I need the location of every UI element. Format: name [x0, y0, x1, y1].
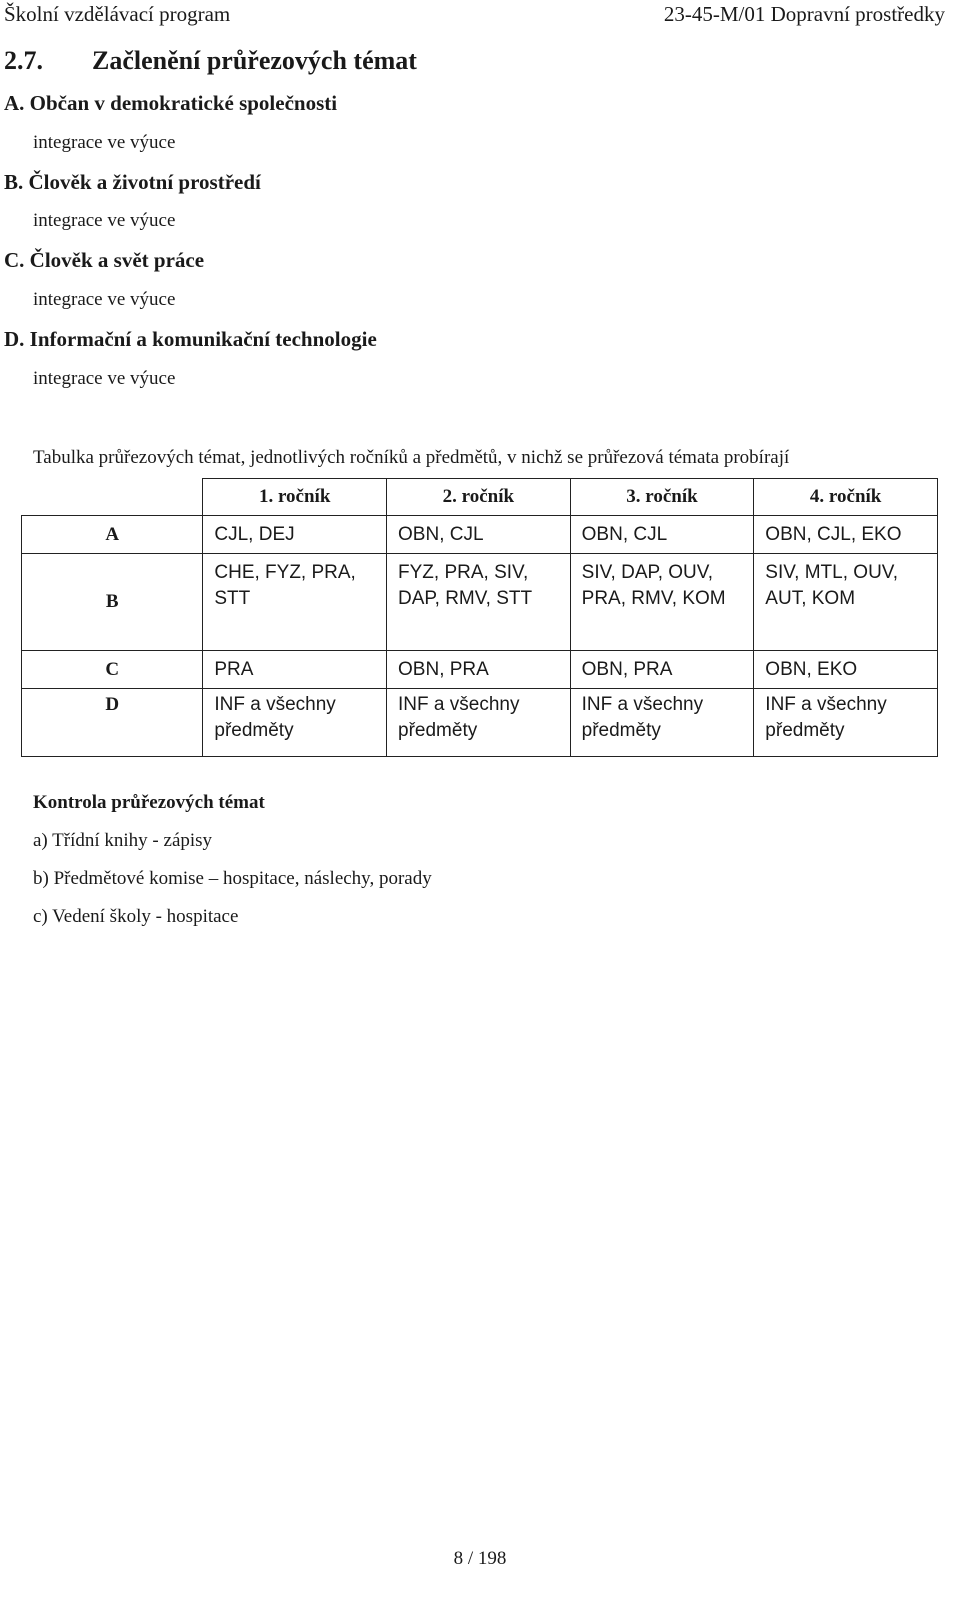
row-label: D [22, 689, 203, 757]
topic-d-title: D. Informační a komunikační technologie [4, 327, 377, 351]
table-cell: OBN, CJL [570, 516, 754, 554]
table-cell: CHE, FYZ, PRA, STT [203, 554, 387, 651]
table-cell: INF a všechny předměty [203, 689, 387, 757]
control-item: b) Předmětové komise – hospitace, náslechy, porady [33, 868, 432, 889]
table-cell: SIV, MTL, OUV, AUT, KOM [754, 554, 938, 651]
table-header-cell: 1. ročník [203, 479, 387, 516]
header-left: Školní vzdělávací program [4, 2, 231, 26]
table-header-row [22, 479, 938, 516]
topic-d-note: integrace ve výuce [33, 368, 176, 389]
topic-c-title: C. Člověk a svět práce [4, 248, 205, 272]
topic-b-note: integrace ve výuce [33, 210, 176, 231]
table-cell: OBN, PRA [570, 651, 754, 689]
table-row [22, 689, 938, 757]
section-title [4, 46, 417, 76]
control-title: Kontrola průřezových témat [33, 792, 265, 813]
table-header-cell: 3. ročník [570, 479, 754, 516]
table-header-cell: 2. ročník [387, 479, 571, 516]
section-title-text: Začlenění průřezových témat [92, 46, 417, 75]
table-cell: PRA [203, 651, 387, 689]
row-label: A [22, 516, 203, 554]
section-number: 2.7. [4, 46, 43, 75]
header-right: 23-45-M/01 Dopravní prostředky [663, 2, 945, 26]
table-header-cell: 4. ročník [754, 479, 938, 516]
control-item: c) Vedení školy - hospitace [33, 906, 239, 927]
table-cell: OBN, EKO [754, 651, 938, 689]
topic-a-note: integrace ve výuce [33, 132, 176, 153]
table-row [22, 516, 938, 554]
topics-table [21, 478, 938, 757]
table-cell: SIV, DAP, OUV, PRA, RMV, KOM [570, 554, 754, 651]
row-label: B [22, 554, 203, 651]
table-row [22, 651, 938, 689]
table-cell: INF a všechny předměty [570, 689, 754, 757]
row-label: C [22, 651, 203, 689]
topic-b-title: B. Člověk a životní prostředí [4, 170, 261, 194]
table-corner-cell [22, 479, 203, 516]
table-caption: Tabulka průřezových témat, jednotlivých ročníků a předmětů, v nichž se průřezová témata probírají [33, 447, 790, 468]
table-cell: INF a všechny předměty [387, 689, 571, 757]
control-item: a) Třídní knihy - zápisy [33, 830, 213, 851]
table-cell: OBN, CJL, EKO [754, 516, 938, 554]
table-cell: INF a všechny předměty [754, 689, 938, 757]
page-number: 8 / 198 [453, 1548, 507, 1569]
table-cell: CJL, DEJ [203, 516, 387, 554]
table-row [22, 554, 938, 651]
topic-c-note: integrace ve výuce [33, 289, 176, 310]
table-cell: OBN, PRA [387, 651, 571, 689]
topic-a-title: A. Občan v demokratické společnosti [4, 91, 338, 115]
table-cell: OBN, CJL [387, 516, 571, 554]
table-cell: FYZ, PRA, SIV, DAP, RMV, STT [387, 554, 571, 651]
